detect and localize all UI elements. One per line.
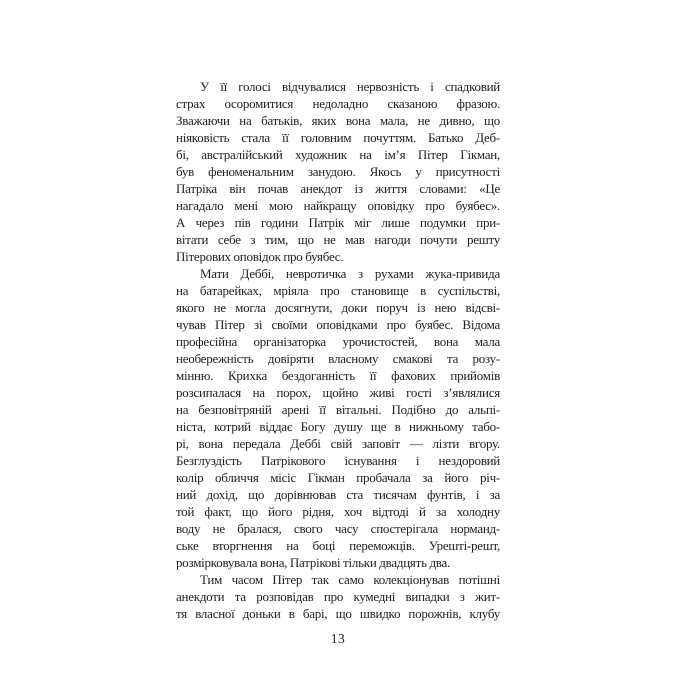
text-line: якого не могла досягнути, доки поруч із нею відсві-: [176, 300, 500, 315]
text-line: Тим часом Пітер так само колекціонував потішні: [200, 572, 500, 587]
text-line: ніста, котрий віддає Богу душу ще в нижньому табо-: [176, 419, 500, 434]
text-line: Патріка він почав анекдот із життя словами: «Це: [176, 181, 500, 196]
text-line: Зважаючи на батьків, яких вона мала, не дивно, що: [176, 113, 500, 128]
text-line: вітати себе з тим, що не мав нагоди почути решту: [176, 232, 500, 247]
text-line: колір обличчя місіс Гікман пробачала за його річ-: [176, 470, 500, 485]
text-line: той факт, що його рідня, хоч відтоді й за холодну: [176, 504, 500, 519]
text-line: професійна організаторка урочистостей, вона мала: [176, 334, 500, 349]
text-line: чував Пітер зі своїми оповідками про буябес. Відома: [176, 317, 500, 332]
text-line: воду не бралася, свого часу спостерігала норманд-: [176, 521, 500, 536]
text-line: необережність довіряти власному смакові та розу-: [176, 351, 500, 366]
text-line: був феноменальним занудою. Якось у присутності: [176, 164, 500, 179]
page-text: [176, 78, 500, 622]
text-line: рі, вона передала Деббі свій заповіт — лізти вгору.: [176, 436, 500, 451]
text-line: мінню. Крихка бездоганність її фахових прийомів: [176, 368, 500, 383]
text-line: бі, австралійський художник на ім’я Пітер Гікман,: [176, 147, 500, 162]
text-line: тя власної доньки в барі, що швидко порожнів, клубу: [176, 606, 500, 621]
text-line: ний дохід, що дорівнював ста тисячам фунтів, і за: [176, 487, 500, 502]
text-line: ніяковість стала її головним почуттям. Батько Деб-: [176, 130, 500, 145]
text-line: А через пів години Патрік міг лише подумки при-: [176, 215, 500, 230]
paragraph: [176, 78, 500, 265]
text-line: Пітерових оповідок про буябес.: [176, 249, 344, 264]
paragraph: [176, 265, 500, 571]
text-line: Мати Деббі, невротичка з рухами жука-привида: [200, 266, 500, 281]
text-line: на батарейках, мріяла про становище в суспільстві,: [176, 283, 500, 298]
text-line: Безглуздість Патрікового існування і нездоровий: [176, 453, 500, 468]
text-line: розмірковувала вона, Патрікові тільки двадцять два.: [176, 555, 451, 570]
page-number: 13: [330, 631, 346, 646]
text-line: анекдоти та розповідав про кумедні випадки з жит-: [176, 589, 500, 604]
text-line: У її голосі відчувалися нервозність і спадковий: [200, 79, 500, 94]
text-line: на безповітряній арені її вітальні. Подібно до альпі-: [176, 402, 500, 417]
text-line: розсипалася на порох, щойно живі гості з’являлися: [176, 385, 500, 400]
text-line: страх осоромитися недоладно сказаною фразою.: [176, 96, 500, 111]
text-line: ське вторгнення на боці переможців. Урешті-решт,: [176, 538, 500, 553]
text-line: нагадало мені мою найкращу оповідку про буябес».: [176, 198, 500, 213]
paragraph: [176, 571, 500, 622]
